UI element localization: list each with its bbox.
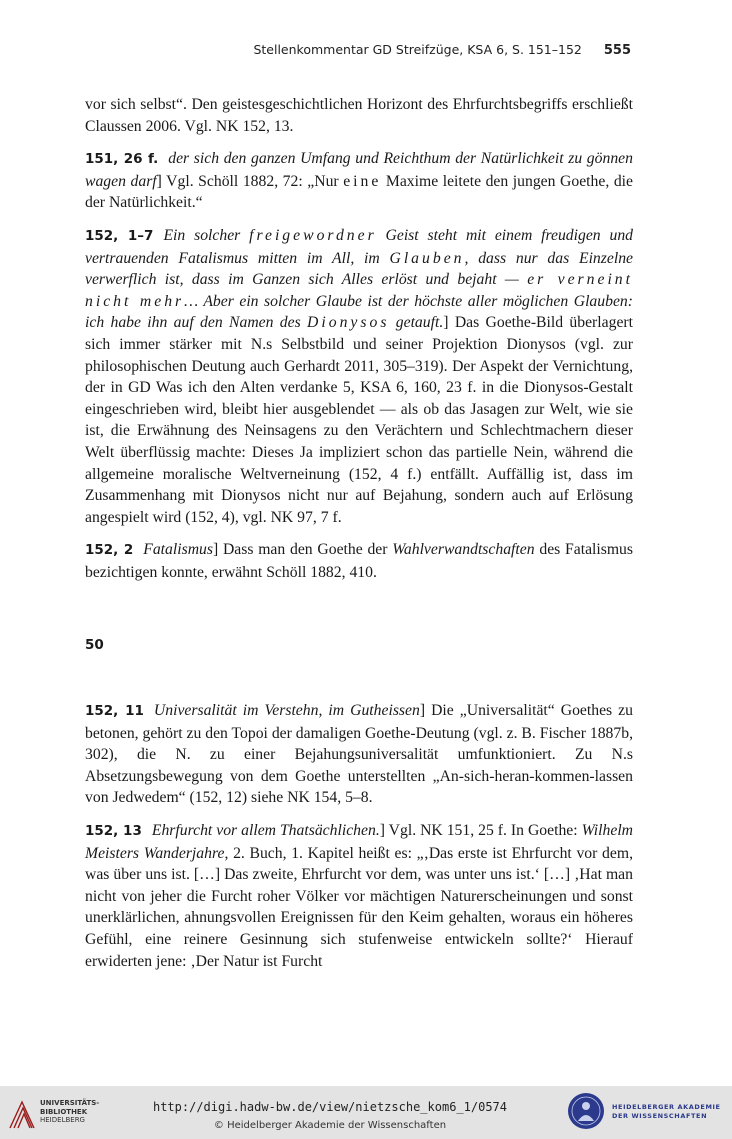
spaced-emphasis: freigewordner — [249, 226, 377, 244]
spaced-emphasis: Glauben — [389, 249, 465, 267]
line-reference: 152, 1–7 — [85, 227, 154, 244]
copyright-notice: © Heidelberger Akademie der Wissenschaften — [213, 1120, 447, 1131]
lemma: Fatalismus — [143, 541, 213, 559]
entry-text: ] Vgl. NK 151, 25 f. In Goethe: — [379, 822, 582, 840]
running-header — [0, 42, 631, 58]
lemma: der sich den ganzen Umfang und Reichthum der Natürlichkeit zu gönnen wagen darf — [85, 150, 633, 190]
spaced-emphasis: eine — [343, 172, 382, 190]
lemma: Ehrfurcht vor allem Thatsächlichen. — [151, 822, 380, 840]
commentary-entry-152-1 — [85, 225, 633, 528]
entry-text: ] Das Goethe-Bild überlagert sich immer stärker mit N.s Selbstbild und seiner Projektion Dionysos (vgl. zur philosophischen Deutung auch Gerhardt 2011, 305–319). Der Aspekt der Vernichtung, der in GD Was ich den Alten verdanke 5, KSA 6, 160, 23 f. in die Dionysos-Gestalt eingeschrieben wird, bleibt hier ausgeblendet — als ob das Jasagen zur Welt, wie sie ist, die Erwähnung des Neinsagens zu den Verächtern und Schlechtmachern dieser Welt überflüssig machte: Dieses Ja impliziert schon das partielle Nein, während die allgemeine moralische Weltverneinung (152, 4 f.) entfällt. Auffällig ist, dass im Zusammenhang mit Dionysos nicht nur auf Bejahung, sondern auch auf Erlösung angespielt wird (152, 4), vgl. NK 97, 7 f. — [85, 314, 633, 526]
entry-text: Maxime leitete den jungen Goethe, die der Natürlichkeit.“ — [85, 172, 633, 212]
permalink-url[interactable]: http://digi.hadw-bw.de/view/nietzsche_kom6_1/0574 — [152, 1100, 507, 1114]
line-reference: 152, 2 — [85, 542, 134, 559]
entry-text: , 2. Buch, 1. Kapitel heißt es: „‚Das erste ist Ehrfurcht vor dem, was über uns ist. […] Das zweite, Ehrfurcht vor dem, was unter uns ist.‘ […] ‚Hat man nicht von jeher die Furcht roher Völker vor mächtigen Naturerscheinungen und sonst unerklärlichen, ahnungsvollen Ereignissen für den Keim gehalten, woraus ein höheres Gefühl, eine reinere Gesinnung sich stufenweise entwickeln sollte?‘ Hierauf erwiderten jene: ‚Der Natur ist Furcht — [85, 844, 633, 970]
entry-text: des Fatalismus bezichtigen konnte, erwähnt Schöll 1882, 410. — [85, 541, 634, 581]
commentary-entry-151-26 — [85, 148, 633, 214]
line-reference: 152, 11 — [85, 703, 144, 720]
academy-name: HEIDELBERGER AKADEMIE DER WISSENSCHAFTEN — [612, 1103, 721, 1120]
page-number: 555 — [603, 43, 631, 58]
paragraph-continuation: vor sich selbst“. Den geistesgeschichtlichen Horizont des Ehrfurchtsbegriffs erschließt Claussen 2006. Vgl. NK 152, 13. — [85, 96, 633, 135]
digitization-footer — [0, 1086, 732, 1139]
line-reference: 152, 13 — [85, 823, 142, 840]
section-number: 50 — [85, 637, 104, 654]
commentary-entry-152-13 — [85, 820, 633, 972]
university-library-name: UNIVERSITÄTS- BIBLIOTHEK HEIDELBERG — [40, 1099, 100, 1124]
commentary-entry-152-2 — [85, 539, 633, 583]
academy-seal-icon — [566, 1091, 606, 1131]
lemma: Ein solcher freigewordner Geist steht mit einem freudigen und vertrauenden Fatalismus mitten im All, im Glauben, dass nur das Einzelne verwerflich ist, dass im Ganzen sich Alles erlöst und bejaht — er verneint nicht mehr… Aber ein solcher Glaube ist der höchste aller möglichen Glauben: ich habe ihn auf den Namen des Dionysos getauft. — [85, 226, 634, 332]
entry-text: ] Dass man den Goethe der — [212, 541, 393, 559]
work-title: Wahlverwandtschaften — [392, 541, 535, 559]
spaced-emphasis: Dionysos — [307, 314, 390, 332]
entry-text: ] Die „Universalität“ Goethes zu betonen, gehört zu den Topoi der damaligen Goethe-Deutung (vgl. z. B. Fischer 1887b, 302), die N. zu einer Bejahungsuniversalität umfunktioniert. Zu N.s Absetzungsbewegung von dem Goethe unterstellten „An-sich-heran-kommen-lassen von Jedwedem“ (152, 12) siehe NK 154, 5–8. — [85, 702, 633, 807]
work-title: Wilhelm Meisters Wanderjahre — [85, 822, 634, 862]
lemma: Universalität im Verstehn, im Gutheissen — [153, 702, 420, 720]
entry-text: ] Vgl. Schöll 1882, 72: „Nur — [156, 172, 344, 190]
commentary-body — [85, 94, 633, 983]
running-title: Stellenkommentar GD Streifzüge, KSA 6, S. 151–152 — [253, 42, 582, 57]
line-reference: 151, 26 f. — [85, 151, 159, 168]
commentary-entry-152-11 — [85, 700, 633, 809]
spaced-emphasis: er verneint nicht mehr — [85, 271, 634, 310]
